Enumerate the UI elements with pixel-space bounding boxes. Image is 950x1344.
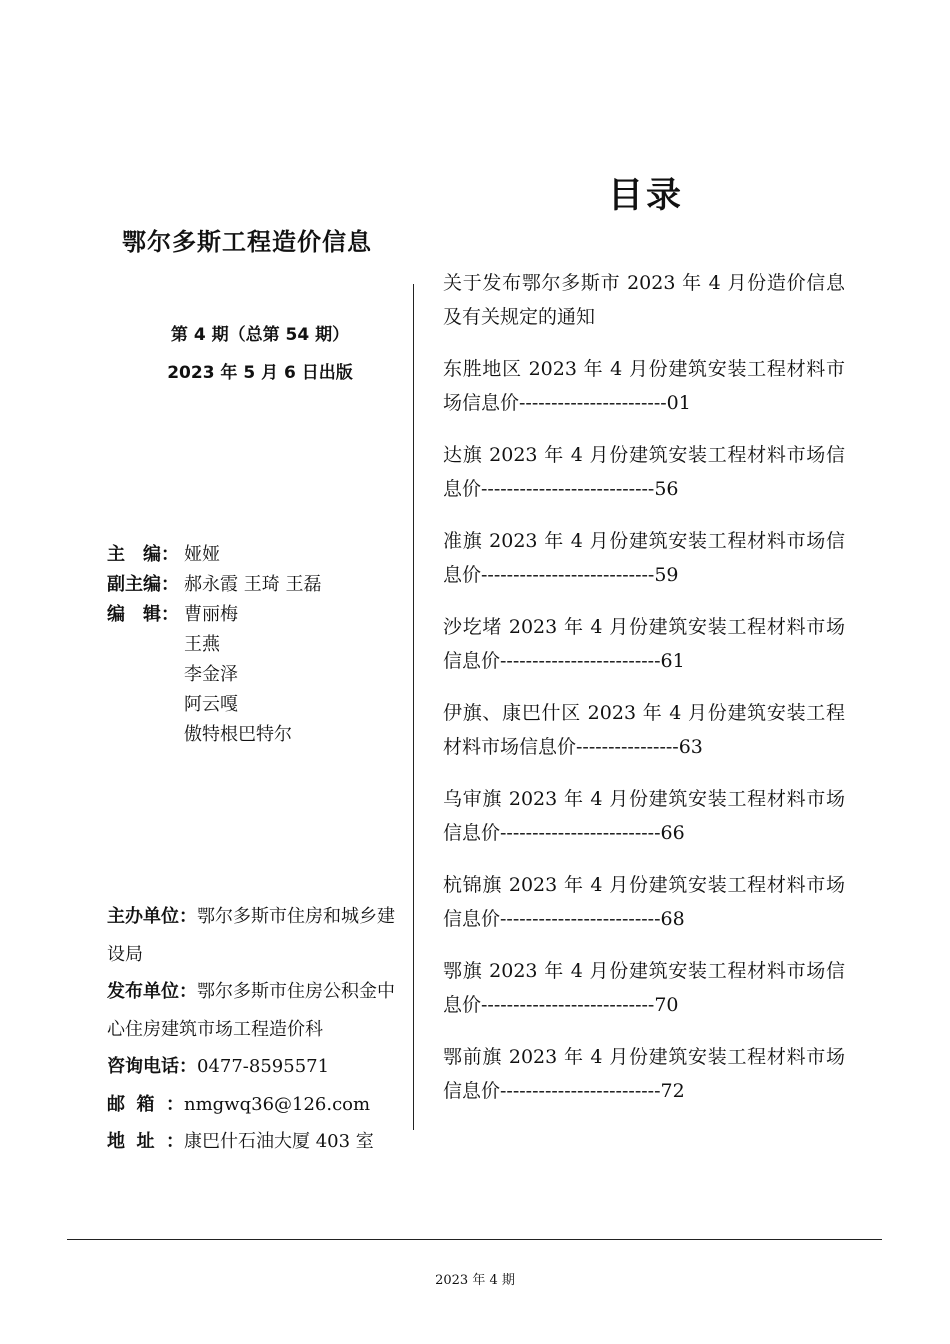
toc-title: 目录 — [608, 176, 685, 216]
publication-date: 2023 年 5 月 6 日出版 — [167, 363, 353, 383]
address-label: 地址： — [107, 1131, 184, 1152]
staff-label: 副主编： — [107, 574, 179, 595]
email — [107, 1086, 407, 1124]
toc-entry[interactable]: 鄂前旗 2023 年 4 月份建筑安装工程材料市场信息价-------------------------72 — [443, 1046, 845, 1102]
toc-entry[interactable]: 关于发布鄂尔多斯市 2023 年 4 月份造价信息及有关规定的通知 — [443, 272, 845, 328]
toc-entry[interactable]: 准旗 2023 年 4 月份建筑安装工程材料市场信息价---------------------------59 — [443, 530, 845, 586]
staff-name: 傲特根巴特尔 — [184, 724, 292, 745]
organization-info — [107, 898, 407, 1161]
page-footer: 2023 年 4 期 — [435, 1273, 515, 1288]
column-divider — [413, 284, 414, 1130]
toc-entry[interactable]: 鄂旗 2023 年 4 月份建筑安装工程材料市场信息价---------------------------70 — [443, 960, 845, 1016]
staff-name: 曹丽梅 — [184, 604, 238, 625]
publisher-unit-value: 鄂尔多斯市住房公积金中心住房建筑市场工程造价科 — [107, 981, 395, 1040]
publisher-unit-label: 发布单位： — [107, 981, 197, 1002]
editorial-staff — [107, 540, 321, 750]
table-of-contents — [443, 266, 845, 1126]
staff-name: 阿云嘎 — [184, 694, 238, 715]
email-value: nmgwq36@126.com — [184, 1093, 371, 1115]
staff-name: 王燕 — [184, 634, 220, 655]
address — [107, 1123, 407, 1161]
toc-entry[interactable]: 东胜地区 2023 年 4 月份建筑安装工程材料市场信息价-----------------------01 — [443, 358, 845, 414]
address-value: 康巴什石油大厦 403 室 — [184, 1131, 374, 1152]
footer-rule — [67, 1239, 882, 1240]
phone-label: 咨询电话： — [107, 1056, 197, 1077]
staff-label: 主 编： — [107, 544, 179, 565]
toc-entry[interactable]: 杭锦旗 2023 年 4 月份建筑安装工程材料市场信息价-------------------------68 — [443, 874, 845, 930]
issue-number: 第 4 期（总第 54 期） — [170, 325, 350, 345]
toc-entry[interactable]: 达旗 2023 年 4 月份建筑安装工程材料市场信息价---------------------------56 — [443, 444, 845, 500]
email-label: 邮箱： — [107, 1093, 184, 1115]
staff-chief-editor — [107, 540, 321, 570]
staff-name: 李金泽 — [184, 664, 238, 685]
toc-entry[interactable]: 沙圪堵 2023 年 4 月份建筑安装工程材料市场信息价-------------------------61 — [443, 616, 845, 672]
publisher-unit — [107, 973, 407, 1048]
host-unit-value: 鄂尔多斯市住房和城乡建设局 — [107, 906, 395, 965]
staff-deputy-editors — [107, 570, 321, 600]
phone — [107, 1048, 407, 1086]
staff-label: 编 辑： — [107, 604, 179, 625]
toc-entry[interactable]: 乌审旗 2023 年 4 月份建筑安装工程材料市场信息价-------------------------66 — [443, 788, 845, 844]
host-unit — [107, 898, 407, 973]
host-unit-label: 主办单位： — [107, 906, 197, 927]
staff-name: 娅娅 — [184, 544, 220, 565]
staff-name: 郝永霞 王琦 王磊 — [184, 574, 322, 595]
toc-entry[interactable]: 伊旗、康巴什区 2023 年 4 月份建筑安装工程材料市场信息价----------------63 — [443, 702, 845, 758]
phone-value: 0477-8595571 — [197, 1056, 330, 1077]
publication-title: 鄂尔多斯工程造价信息 — [122, 228, 372, 256]
staff-editors — [107, 600, 321, 750]
